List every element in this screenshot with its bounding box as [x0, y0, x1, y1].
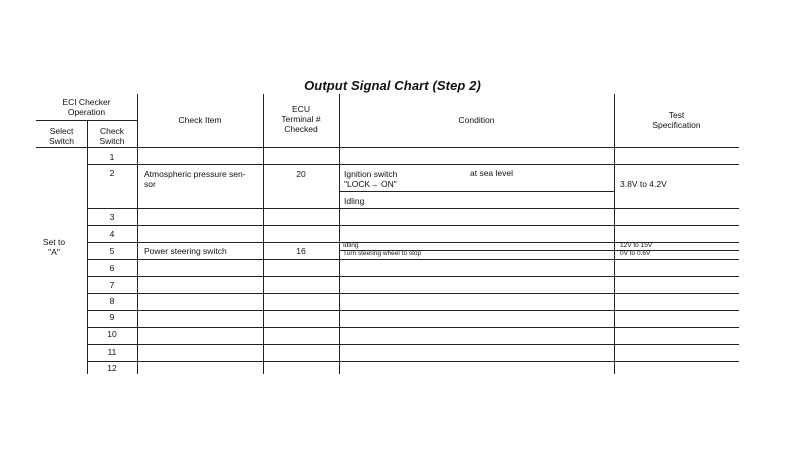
header-condition: Condition: [458, 115, 495, 125]
grid-line: [263, 94, 264, 374]
terminal-number: 16: [296, 246, 306, 256]
grid-line: [87, 310, 739, 311]
grid-line: [87, 259, 739, 260]
check-switch-number: 5: [109, 246, 115, 256]
select-switch-value: Set to "A": [42, 237, 66, 257]
grid-line: [87, 344, 739, 345]
condition-note: at sea level: [470, 168, 513, 178]
check-switch-number: 7: [109, 280, 115, 290]
check-switch-number: 6: [109, 263, 115, 273]
condition-text: Idling: [343, 242, 359, 249]
header-ecu-terminal: ECU Terminal # Checked: [281, 104, 321, 134]
header-ecu-checker-operation: ECI Checker Operation: [62, 97, 111, 117]
grid-line: [36, 120, 137, 121]
grid-line: [614, 94, 615, 374]
check-switch-number: 11: [107, 347, 117, 357]
grid-line: [87, 293, 739, 294]
check-item-text: Power steering switch: [144, 246, 227, 256]
grid-line: [87, 164, 739, 165]
grid-line: [339, 191, 614, 192]
check-switch-number: 1: [109, 152, 115, 162]
check-switch-number: 3: [109, 212, 115, 222]
grid-line: [87, 208, 739, 209]
condition-text: Turn steering wheel to stop: [343, 250, 422, 257]
grid-line: [87, 361, 739, 362]
spec-text: 3.8V to 4.2V: [620, 179, 667, 189]
check-switch-number: 10: [107, 329, 117, 339]
grid-line: [87, 225, 739, 226]
spec-text: 12V to 15V: [620, 242, 653, 249]
header-test-specification: Test Specification: [652, 110, 701, 130]
check-switch-number: 9: [109, 312, 115, 322]
grid-line: [36, 147, 739, 148]
condition-text: Ignition switch "LOCK→ ON": [344, 169, 398, 189]
header-select-switch: Select Switch: [48, 126, 75, 146]
spec-text: 0V to 0.6V: [620, 250, 651, 257]
grid-line: [137, 94, 138, 374]
check-switch-number: 12: [107, 363, 117, 373]
header-check-item: Check Item: [178, 115, 222, 125]
condition-text: Idling: [344, 196, 365, 206]
header-check-switch: Check Switch: [99, 126, 125, 146]
grid-line: [339, 94, 340, 374]
check-switch-number: 4: [109, 229, 115, 239]
grid-line: [87, 327, 739, 328]
check-switch-number: 8: [109, 296, 115, 306]
grid-line: [87, 276, 739, 277]
check-switch-number: 2: [109, 168, 115, 178]
terminal-number: 20: [296, 169, 306, 179]
check-item-text: Atmospheric pressure sen- sor: [144, 169, 246, 189]
chart-title: Output Signal Chart (Step 2): [304, 78, 481, 93]
